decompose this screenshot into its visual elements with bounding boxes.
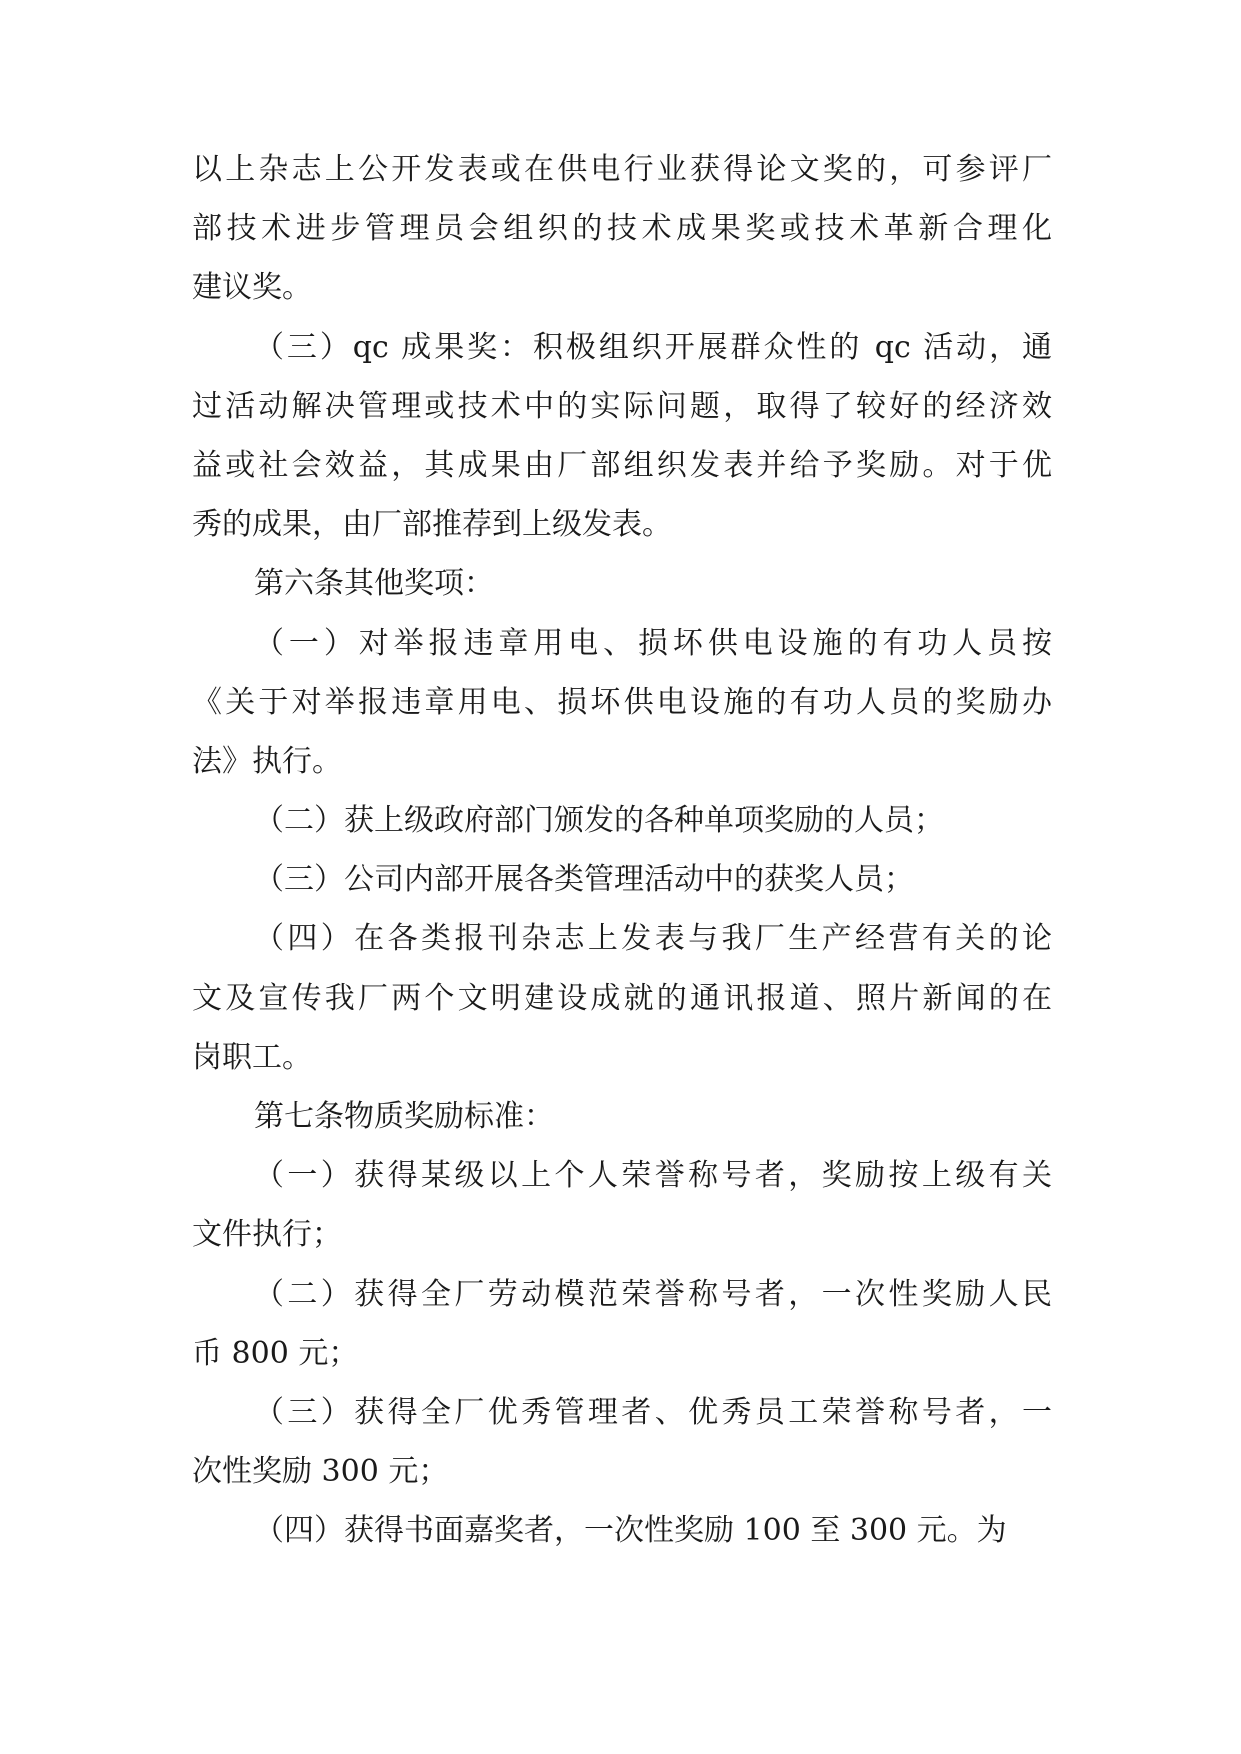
text-line: （三）公司内部开展各类管理活动中的获奖人员；: [254, 862, 914, 898]
text-line: 第六条其他奖项：: [254, 566, 494, 602]
paragraph: [192, 1146, 1052, 1264]
text-line: 岗职工。: [192, 1039, 312, 1075]
paragraph: [192, 318, 1052, 555]
paragraph: [192, 850, 1052, 909]
text-line: 益或社会效益，其成果由厂部组织发表并给予奖励。对于优: [192, 447, 1052, 483]
paragraph: [192, 554, 1052, 613]
text-line: 秀的成果，由厂部推荐到上级发表。: [192, 507, 672, 543]
text-line: 建议奖。: [192, 270, 312, 306]
text-line: 部技术进步管理员会组织的技术成果奖或技术革新合理化: [192, 211, 1052, 247]
paragraph: [192, 791, 1052, 850]
text-line: （二）获上级政府部门颁发的各种单项奖励的人员；: [254, 803, 944, 839]
text-line: （四）获得书面嘉奖者，一次性奖励 100 至 300 元。为: [254, 1513, 1007, 1549]
paragraph: [192, 140, 1052, 318]
text-line: 以上杂志上公开发表或在供电行业获得论文奖的，可参评厂: [192, 152, 1052, 187]
text-line: 文件执行；: [192, 1217, 342, 1253]
text-line: 币 800 元；: [192, 1335, 359, 1371]
text-line: 文及宣传我厂两个文明建设成就的通讯报道、照片新闻的在: [192, 980, 1052, 1016]
text-line: （二）获得全厂劳动模范荣誉称号者，一次性奖励人民: [254, 1276, 1052, 1312]
text-line: （一）对举报违章用电、损坏供电设施的有功人员按: [254, 625, 1052, 661]
paragraph: [192, 1087, 1052, 1146]
text-line: （一）获得某级以上个人荣誉称号者，奖励按上级有关: [254, 1158, 1052, 1194]
text-line: 法》执行。: [192, 743, 342, 779]
text-line: （三）qc 成果奖：积极组织开展群众性的 qc 活动，通: [254, 329, 1052, 365]
paragraph: [192, 1383, 1052, 1501]
text-line: （四）在各类报刊杂志上发表与我厂生产经营有关的论: [254, 921, 1052, 957]
paragraph: [192, 909, 1052, 1087]
text-line: 次性奖励 300 元；: [192, 1454, 449, 1490]
paragraph: [192, 1265, 1052, 1383]
text-line: 第七条物质奖励标准：: [254, 1099, 554, 1134]
paragraph: [192, 614, 1052, 792]
body-text: [192, 140, 1052, 1561]
text-line: 《关于对举报违章用电、损坏供电设施的有功人员的奖励办: [192, 684, 1052, 720]
text-line: （三）获得全厂优秀管理者、优秀员工荣誉称号者，一: [254, 1394, 1052, 1430]
paragraph: [192, 1501, 1052, 1560]
text-line: 过活动解决管理或技术中的实际问题，取得了较好的经济效: [192, 388, 1052, 424]
